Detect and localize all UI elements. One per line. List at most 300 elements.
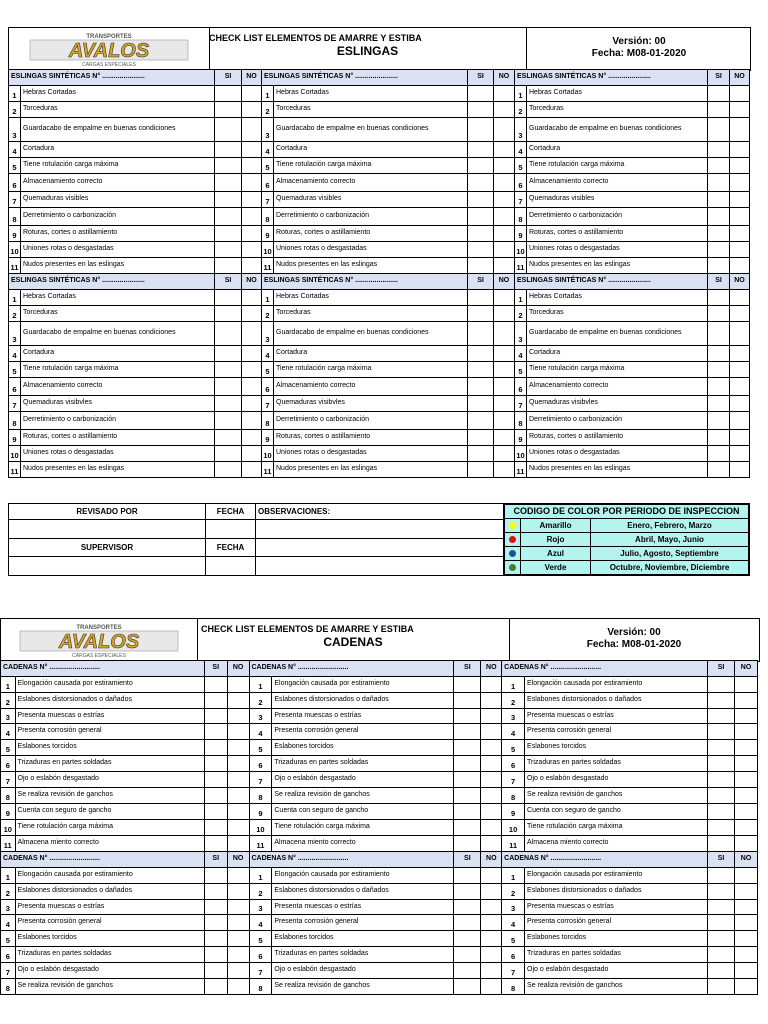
item-label: Elongación causada por estiramiento: [272, 868, 454, 884]
no-checkbox[interactable]: [481, 693, 502, 709]
no-checkbox[interactable]: [730, 430, 750, 446]
no-checkbox[interactable]: [242, 86, 262, 102]
no-checkbox[interactable]: [730, 102, 750, 118]
si-checkbox[interactable]: [708, 86, 730, 102]
item-number: 5: [515, 158, 527, 174]
si-checkbox[interactable]: [204, 836, 227, 852]
item-label: Quemaduras visibvles: [274, 396, 468, 412]
si-checkbox[interactable]: [468, 396, 494, 412]
column-header: CADENAS N° ..........................: [502, 852, 708, 868]
item-label: Roturas, cortes o astillamiento: [527, 430, 708, 446]
item-label: Eslabones torcidos: [525, 931, 708, 947]
si-checkbox[interactable]: [454, 772, 481, 788]
no-checkbox[interactable]: [735, 947, 758, 963]
no-checkbox[interactable]: [481, 963, 502, 979]
no-checkbox[interactable]: [735, 931, 758, 947]
si-checkbox[interactable]: [215, 102, 242, 118]
no-checkbox[interactable]: [730, 86, 750, 102]
legend-period: Enero, Febrero, Marzo: [591, 519, 749, 533]
item-number: 7: [502, 963, 525, 979]
no-checkbox[interactable]: [227, 772, 249, 788]
no-checkbox[interactable]: [494, 86, 515, 102]
no-checkbox[interactable]: [227, 931, 249, 947]
no-checkbox[interactable]: [730, 118, 750, 142]
item-number: 6: [9, 174, 21, 192]
no-checkbox[interactable]: [242, 462, 262, 478]
si-checkbox[interactable]: [454, 868, 481, 884]
no-checkbox[interactable]: [494, 378, 515, 396]
no-checkbox[interactable]: [481, 756, 502, 772]
no-checkbox[interactable]: [242, 446, 262, 462]
no-checkbox[interactable]: [730, 290, 750, 306]
item-label: Nudos presentes en las eslingas: [274, 462, 468, 478]
si-checkbox[interactable]: [204, 756, 227, 772]
si-checkbox[interactable]: [708, 412, 730, 430]
no-checkbox[interactable]: [735, 884, 758, 900]
si-checkbox[interactable]: [204, 947, 227, 963]
no-checkbox[interactable]: [227, 884, 249, 900]
no-checkbox[interactable]: [494, 346, 515, 362]
si-checkbox[interactable]: [708, 836, 735, 852]
no-checkbox[interactable]: [730, 322, 750, 346]
no-checkbox[interactable]: [494, 174, 515, 192]
no-checkbox[interactable]: [730, 158, 750, 174]
item-number: 4: [9, 142, 21, 158]
si-checkbox[interactable]: [708, 979, 735, 995]
no-checkbox[interactable]: [242, 396, 262, 412]
no-checkbox[interactable]: [735, 868, 758, 884]
no-checkbox[interactable]: [730, 226, 750, 242]
si-checkbox[interactable]: [454, 804, 481, 820]
no-checkbox[interactable]: [481, 915, 502, 931]
si-checkbox[interactable]: [468, 322, 494, 346]
no-checkbox[interactable]: [735, 915, 758, 931]
no-checkbox[interactable]: [494, 362, 515, 378]
si-checkbox[interactable]: [708, 362, 730, 378]
si-checkbox[interactable]: [215, 446, 242, 462]
si-checkbox[interactable]: [708, 693, 735, 709]
no-checkbox[interactable]: [494, 412, 515, 430]
no-checkbox[interactable]: [481, 772, 502, 788]
item-label: Almacenamiento correcto: [527, 174, 708, 192]
no-checkbox[interactable]: [242, 142, 262, 158]
si-checkbox[interactable]: [454, 756, 481, 772]
no-checkbox[interactable]: [494, 396, 515, 412]
si-checkbox[interactable]: [454, 709, 481, 724]
item-number: 8: [1, 979, 16, 995]
item-label: Elongación causada por estiramiento: [15, 868, 204, 884]
no-checkbox[interactable]: [481, 709, 502, 724]
no-checkbox[interactable]: [494, 226, 515, 242]
si-checkbox[interactable]: [215, 378, 242, 396]
no-checkbox[interactable]: [735, 963, 758, 979]
si-checkbox[interactable]: [468, 118, 494, 142]
no-checkbox[interactable]: [735, 709, 758, 724]
si-checkbox[interactable]: [708, 192, 730, 208]
si-checkbox[interactable]: [204, 820, 227, 836]
form-title: CHECK LIST ELEMENTOS DE AMARRE Y ESTIBA: [201, 624, 414, 634]
no-checkbox[interactable]: [481, 677, 502, 693]
si-checkbox[interactable]: [204, 693, 227, 709]
si-checkbox[interactable]: [708, 724, 735, 740]
si-checkbox[interactable]: [454, 693, 481, 709]
no-checkbox[interactable]: [227, 868, 249, 884]
si-checkbox[interactable]: [454, 963, 481, 979]
si-checkbox[interactable]: [708, 709, 735, 724]
item-number: 2: [502, 693, 525, 709]
no-checkbox[interactable]: [227, 820, 249, 836]
no-checkbox[interactable]: [227, 788, 249, 804]
item-label: Derretimiento o carbonización: [274, 208, 468, 226]
no-checkbox[interactable]: [730, 208, 750, 226]
si-checkbox[interactable]: [204, 804, 227, 820]
svg-text:TRANSPORTES: TRANSPORTES: [86, 34, 132, 40]
no-checkbox[interactable]: [242, 208, 262, 226]
supervisor-fecha-field[interactable]: [206, 557, 256, 576]
item-number: 3: [9, 118, 21, 142]
si-checkbox[interactable]: [468, 412, 494, 430]
no-checkbox[interactable]: [730, 306, 750, 322]
si-checkbox[interactable]: [468, 242, 494, 258]
si-checkbox[interactable]: [468, 226, 494, 242]
si-checkbox[interactable]: [215, 192, 242, 208]
form-subtitle: CADENAS: [323, 635, 383, 649]
no-checkbox[interactable]: [735, 900, 758, 915]
no-checkbox[interactable]: [227, 836, 249, 852]
no-checkbox[interactable]: [730, 412, 750, 430]
no-checkbox[interactable]: [735, 677, 758, 693]
si-checkbox[interactable]: [708, 462, 730, 478]
no-checkbox[interactable]: [227, 740, 249, 756]
si-checkbox[interactable]: [468, 462, 494, 478]
item-label: Trizaduras en partes soldadas: [525, 756, 708, 772]
si-checkbox[interactable]: [708, 430, 730, 446]
si-checkbox[interactable]: [454, 724, 481, 740]
si-checkbox[interactable]: [708, 820, 735, 836]
no-checkbox[interactable]: [242, 258, 262, 274]
si-checkbox[interactable]: [708, 258, 730, 274]
no-checkbox[interactable]: [730, 446, 750, 462]
si-checkbox[interactable]: [708, 947, 735, 963]
si-checkbox[interactable]: [708, 118, 730, 142]
revisado-fecha-field[interactable]: [206, 520, 256, 539]
section-header-row: [9, 274, 750, 290]
no-checkbox[interactable]: [227, 947, 249, 963]
si-checkbox[interactable]: [468, 142, 494, 158]
no-checkbox[interactable]: [730, 174, 750, 192]
si-checkbox[interactable]: [468, 208, 494, 226]
column-header: ESLINGAS SINTÉTICAS N° ......................: [515, 274, 708, 290]
no-checkbox[interactable]: [227, 756, 249, 772]
no-checkbox[interactable]: [494, 158, 515, 174]
si-checkbox[interactable]: [215, 242, 242, 258]
no-checkbox[interactable]: [730, 242, 750, 258]
no-checkbox[interactable]: [227, 677, 249, 693]
no-checkbox[interactable]: [242, 174, 262, 192]
si-checkbox[interactable]: [708, 226, 730, 242]
si-checkbox[interactable]: [708, 868, 735, 884]
no-checkbox[interactable]: [481, 868, 502, 884]
si-checkbox[interactable]: [468, 346, 494, 362]
item-number: 4: [502, 915, 525, 931]
no-checkbox[interactable]: [227, 724, 249, 740]
no-checkbox[interactable]: [735, 772, 758, 788]
legend-row: [505, 561, 749, 575]
si-checkbox[interactable]: [204, 677, 227, 693]
si-checkbox[interactable]: [204, 915, 227, 931]
si-checkbox[interactable]: [215, 258, 242, 274]
si-checkbox[interactable]: [708, 242, 730, 258]
checklist-row: [9, 306, 750, 322]
si-checkbox[interactable]: [708, 788, 735, 804]
item-number: 9: [515, 226, 527, 242]
no-checkbox[interactable]: [730, 142, 750, 158]
no-checkbox[interactable]: [242, 118, 262, 142]
no-checkbox[interactable]: [730, 378, 750, 396]
no-checkbox[interactable]: [481, 820, 502, 836]
si-checkbox[interactable]: [454, 915, 481, 931]
si-checkbox[interactable]: [215, 412, 242, 430]
no-checkbox[interactable]: [242, 242, 262, 258]
si-checkbox[interactable]: [708, 378, 730, 396]
item-number: 6: [502, 947, 525, 963]
si-checkbox[interactable]: [215, 346, 242, 362]
observaciones-field-2[interactable]: [256, 539, 504, 557]
si-checkbox[interactable]: [204, 868, 227, 884]
no-checkbox[interactable]: [730, 362, 750, 378]
si-checkbox[interactable]: [204, 900, 227, 915]
no-checkbox[interactable]: [735, 740, 758, 756]
si-checkbox[interactable]: [708, 142, 730, 158]
si-checkbox[interactable]: [468, 290, 494, 306]
no-checkbox[interactable]: [735, 820, 758, 836]
no-checkbox[interactable]: [242, 290, 262, 306]
item-label: Cuenta con seguro de gancho: [15, 804, 204, 820]
checklist-row: [1, 884, 758, 900]
no-checkbox[interactable]: [481, 947, 502, 963]
no-checkbox[interactable]: [494, 242, 515, 258]
si-checkbox[interactable]: [468, 174, 494, 192]
si-checkbox[interactable]: [468, 158, 494, 174]
eslingas-checklist-table: [8, 69, 750, 478]
no-checkbox[interactable]: [494, 208, 515, 226]
si-checkbox[interactable]: [708, 322, 730, 346]
si-checkbox[interactable]: [708, 915, 735, 931]
item-label: Eslabones distorsionados o dañados: [15, 884, 204, 900]
si-checkbox[interactable]: [215, 430, 242, 446]
no-checkbox[interactable]: [735, 788, 758, 804]
si-checkbox[interactable]: [468, 362, 494, 378]
no-checkbox[interactable]: [481, 836, 502, 852]
observaciones-field[interactable]: [256, 520, 504, 539]
si-checkbox[interactable]: [708, 158, 730, 174]
no-checkbox[interactable]: [730, 346, 750, 362]
si-checkbox[interactable]: [708, 396, 730, 412]
si-checkbox[interactable]: [708, 740, 735, 756]
si-checkbox[interactable]: [708, 446, 730, 462]
no-checkbox[interactable]: [227, 804, 249, 820]
supervisor-field[interactable]: [9, 557, 206, 576]
no-checkbox[interactable]: [481, 884, 502, 900]
si-checkbox[interactable]: [708, 174, 730, 192]
item-number: 2: [249, 884, 272, 900]
checklist-row: [1, 709, 758, 724]
no-checkbox[interactable]: [494, 306, 515, 322]
no-checkbox[interactable]: [735, 836, 758, 852]
si-checkbox[interactable]: [215, 322, 242, 346]
si-checkbox[interactable]: [215, 142, 242, 158]
no-checkbox[interactable]: [494, 462, 515, 478]
item-number: 11: [502, 836, 525, 852]
checklist-row: [1, 979, 758, 995]
si-checkbox[interactable]: [468, 86, 494, 102]
si-checkbox[interactable]: [708, 102, 730, 118]
si-checkbox[interactable]: [708, 884, 735, 900]
no-checkbox[interactable]: [735, 804, 758, 820]
si-checkbox[interactable]: [204, 963, 227, 979]
si-checkbox[interactable]: [454, 677, 481, 693]
item-number: 7: [9, 192, 21, 208]
no-checkbox[interactable]: [481, 788, 502, 804]
no-checkbox[interactable]: [494, 258, 515, 274]
si-checkbox[interactable]: [204, 884, 227, 900]
observaciones-field-3[interactable]: [256, 557, 504, 576]
no-checkbox[interactable]: [735, 979, 758, 995]
si-checkbox[interactable]: [204, 979, 227, 995]
no-checkbox[interactable]: [227, 915, 249, 931]
si-checkbox[interactable]: [708, 306, 730, 322]
si-checkbox[interactable]: [468, 102, 494, 118]
si-checkbox[interactable]: [468, 378, 494, 396]
no-checkbox[interactable]: [494, 102, 515, 118]
si-checkbox[interactable]: [454, 788, 481, 804]
si-checkbox[interactable]: [204, 740, 227, 756]
si-checkbox[interactable]: [215, 290, 242, 306]
si-checkbox[interactable]: [454, 884, 481, 900]
si-checkbox[interactable]: [468, 192, 494, 208]
si-checkbox[interactable]: [215, 226, 242, 242]
no-checkbox[interactable]: [481, 724, 502, 740]
no-checkbox[interactable]: [730, 192, 750, 208]
si-checkbox[interactable]: [204, 709, 227, 724]
checklist-row: [1, 756, 758, 772]
no-checkbox[interactable]: [227, 900, 249, 915]
si-checkbox[interactable]: [215, 396, 242, 412]
si-checkbox[interactable]: [708, 290, 730, 306]
legend-color-name: Azul: [521, 547, 591, 561]
no-checkbox[interactable]: [242, 306, 262, 322]
no-checkbox[interactable]: [242, 412, 262, 430]
no-checkbox[interactable]: [242, 322, 262, 346]
si-checkbox[interactable]: [708, 346, 730, 362]
checklist-row: [9, 290, 750, 306]
si-checkbox[interactable]: [708, 772, 735, 788]
no-checkbox[interactable]: [735, 724, 758, 740]
no-checkbox[interactable]: [730, 258, 750, 274]
no-checkbox[interactable]: [481, 804, 502, 820]
no-checkbox[interactable]: [481, 931, 502, 947]
si-checkbox[interactable]: [708, 900, 735, 915]
si-checkbox[interactable]: [215, 306, 242, 322]
si-checkbox[interactable]: [454, 947, 481, 963]
si-checkbox[interactable]: [215, 208, 242, 226]
no-checkbox[interactable]: [494, 430, 515, 446]
no-checkbox[interactable]: [494, 446, 515, 462]
no-checkbox[interactable]: [481, 900, 502, 915]
no-checkbox[interactable]: [227, 709, 249, 724]
si-checkbox[interactable]: [454, 740, 481, 756]
si-checkbox[interactable]: [708, 677, 735, 693]
no-checkbox[interactable]: [494, 322, 515, 346]
si-checkbox[interactable]: [708, 208, 730, 226]
si-checkbox[interactable]: [215, 86, 242, 102]
no-checkbox[interactable]: [242, 378, 262, 396]
no-checkbox[interactable]: [227, 963, 249, 979]
si-checkbox[interactable]: [204, 772, 227, 788]
si-checkbox[interactable]: [468, 306, 494, 322]
item-label: Eslabones distorsionados o dañados: [272, 693, 454, 709]
item-number: 7: [249, 963, 272, 979]
no-checkbox[interactable]: [494, 142, 515, 158]
si-checkbox[interactable]: [215, 362, 242, 378]
si-checkbox[interactable]: [215, 118, 242, 142]
si-checkbox[interactable]: [215, 462, 242, 478]
si-checkbox[interactable]: [204, 931, 227, 947]
no-checkbox[interactable]: [242, 102, 262, 118]
si-checkbox[interactable]: [708, 963, 735, 979]
si-checkbox[interactable]: [454, 979, 481, 995]
item-number: 6: [1, 947, 16, 963]
no-checkbox[interactable]: [242, 346, 262, 362]
si-checkbox[interactable]: [468, 446, 494, 462]
si-checkbox[interactable]: [468, 430, 494, 446]
no-checkbox[interactable]: [730, 462, 750, 478]
no-checkbox[interactable]: [730, 396, 750, 412]
si-checkbox[interactable]: [708, 756, 735, 772]
no-checkbox[interactable]: [481, 740, 502, 756]
si-checkbox[interactable]: [454, 836, 481, 852]
no-checkbox[interactable]: [227, 979, 249, 995]
si-checkbox[interactable]: [215, 174, 242, 192]
si-checkbox[interactable]: [215, 158, 242, 174]
si-checkbox[interactable]: [204, 724, 227, 740]
si-checkbox[interactable]: [204, 788, 227, 804]
si-checkbox[interactable]: [708, 804, 735, 820]
si-checkbox[interactable]: [454, 900, 481, 915]
no-checkbox[interactable]: [242, 430, 262, 446]
no-checkbox[interactable]: [494, 192, 515, 208]
section-header-row: [9, 70, 750, 86]
no-checkbox[interactable]: [494, 118, 515, 142]
si-checkbox[interactable]: [454, 931, 481, 947]
item-label: Hebras Cortadas: [527, 86, 708, 102]
no-checkbox[interactable]: [735, 756, 758, 772]
si-checkbox[interactable]: [468, 258, 494, 274]
revisado-por-field[interactable]: [9, 520, 206, 539]
item-number: 5: [1, 931, 16, 947]
no-checkbox[interactable]: [481, 979, 502, 995]
no-checkbox[interactable]: [242, 192, 262, 208]
no-checkbox[interactable]: [227, 693, 249, 709]
no-checkbox[interactable]: [242, 226, 262, 242]
no-checkbox[interactable]: [735, 693, 758, 709]
no-checkbox[interactable]: [242, 362, 262, 378]
si-checkbox[interactable]: [454, 820, 481, 836]
si-checkbox[interactable]: [708, 931, 735, 947]
item-number: 3: [262, 118, 274, 142]
no-checkbox[interactable]: [242, 158, 262, 174]
no-checkbox[interactable]: [494, 290, 515, 306]
